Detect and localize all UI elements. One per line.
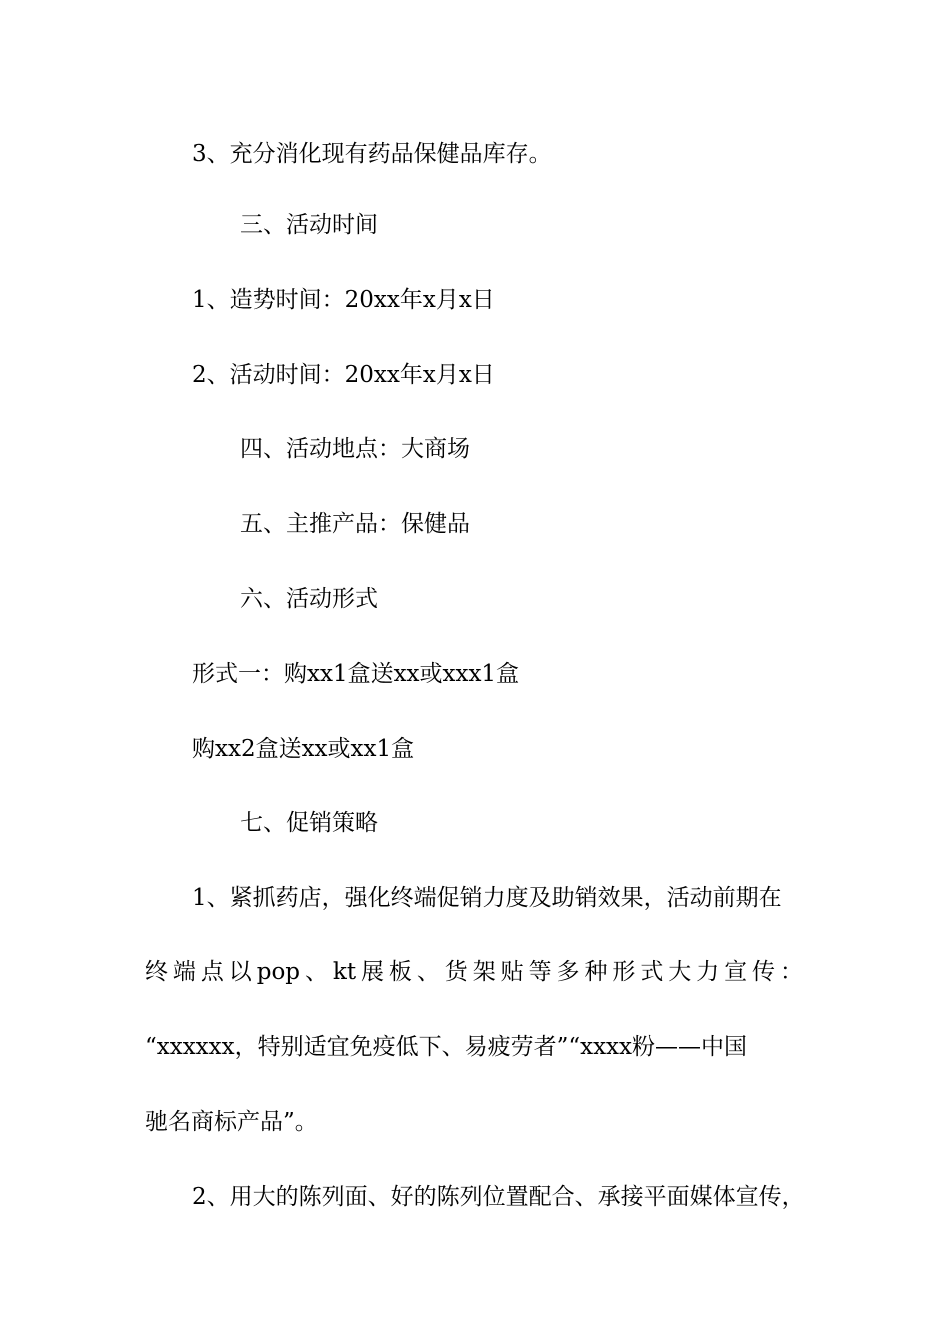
paragraph-buildup-time: 1、造势时间：20xx年x月x日: [192, 287, 495, 313]
paragraph-strategy-two-line1: 2、用大的陈列面、好的陈列位置配合、承接平面媒体宣传，: [192, 1184, 805, 1210]
paragraph-form-one-second: 购xx2盒送xx或xx1盒: [192, 736, 415, 762]
heading-main-product: 五、主推产品：保健品: [240, 511, 470, 537]
paragraph-strategy-one-line4: 驰名商标产品”。: [145, 1109, 318, 1135]
paragraph-inventory: 3、充分消化现有药品保健品库存。: [192, 141, 552, 167]
paragraph-strategy-one-line2: 终端点以pop、kt展板、货架贴等多种形式大力宣传：: [145, 959, 803, 985]
heading-promotion-strategy: 七、促销策略: [240, 810, 378, 836]
heading-activity-time: 三、活动时间: [240, 212, 378, 238]
heading-activity-location: 四、活动地点：大商场: [240, 436, 470, 462]
heading-activity-form: 六、活动形式: [240, 586, 378, 612]
paragraph-form-one: 形式一：购xx1盒送xx或xxx1盒: [192, 661, 520, 687]
paragraph-strategy-one-line1: 1、紧抓药店，强化终端促销力度及助销效果，活动前期在: [192, 885, 782, 911]
paragraph-strategy-one-line3: “xxxxxx，特别适宜免疫低下、易疲劳者”“xxxx粉——中国: [145, 1034, 747, 1060]
paragraph-event-time: 2、活动时间：20xx年x月x日: [192, 362, 495, 388]
